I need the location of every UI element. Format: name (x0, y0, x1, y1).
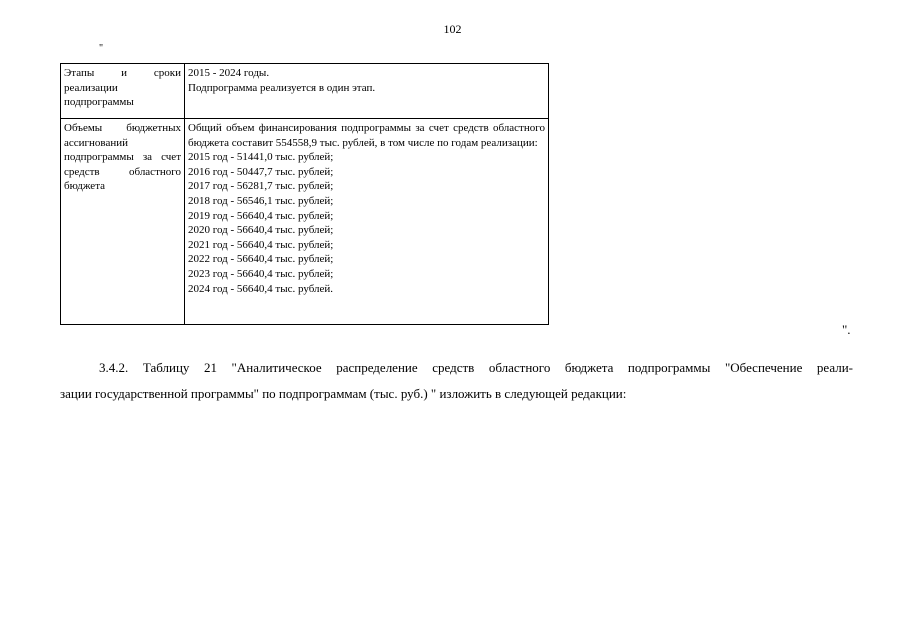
content-line: 2020 год - 56640,4 тыс. рублей; (188, 224, 334, 237)
content-line: 2024 год - 56640,4 тыс. рублей. (188, 282, 334, 295)
opening-quote: " (99, 43, 104, 54)
content-line: 2015 - 2024 годы. (188, 67, 270, 79)
content-line: 2017 год - 56281,7 тыс. рублей; (188, 180, 334, 193)
row-label: Объемы бюджетных ассигнований подпрограммы за счет средств областного бюджета (61, 119, 185, 325)
content-line: Подпрограмма реализуется в один этап. (188, 81, 376, 94)
paragraph-line: зации государственной программы" по подпрограммам (тыс. руб.) " изложить в следующей редакции: (60, 386, 627, 401)
row-content (185, 64, 549, 119)
page-number: 102 (443, 22, 462, 36)
content-line: 2016 год - 50447,7 тыс. рублей; (188, 165, 334, 178)
row-label: Этапы и сроки реализации подпрограммы (61, 64, 185, 119)
subprogram-passport-table (60, 63, 549, 325)
body-paragraph (60, 355, 853, 407)
content-line: 2021 год - 56640,4 тыс. рублей; (188, 238, 334, 251)
content-line: 2022 год - 56640,4 тыс. рублей; (188, 253, 334, 266)
content-line: 2023 год - 56640,4 тыс. рублей; (188, 267, 334, 280)
table-row (61, 119, 549, 325)
content-line: 2019 год - 56640,4 тыс. рублей; (188, 209, 334, 222)
content-line: 2018 год - 56546,1 тыс. рублей; (188, 194, 334, 207)
closing-quote: ". (842, 322, 851, 337)
row-content (185, 119, 549, 325)
table-row (61, 64, 549, 119)
content-line: Общий объем финансирования подпрограммы за счет средств областного бюджета составит 554558,9 тыс. рублей, в том числе по годам реализации: (188, 122, 545, 149)
paragraph-line: 3.4.2. Таблицу 21 "Аналитическое распределение средств областного бюджета подпрограммы "Обеспечение реали- (99, 360, 853, 375)
content-line: 2015 год - 51441,0 тыс. рублей; (188, 151, 334, 164)
